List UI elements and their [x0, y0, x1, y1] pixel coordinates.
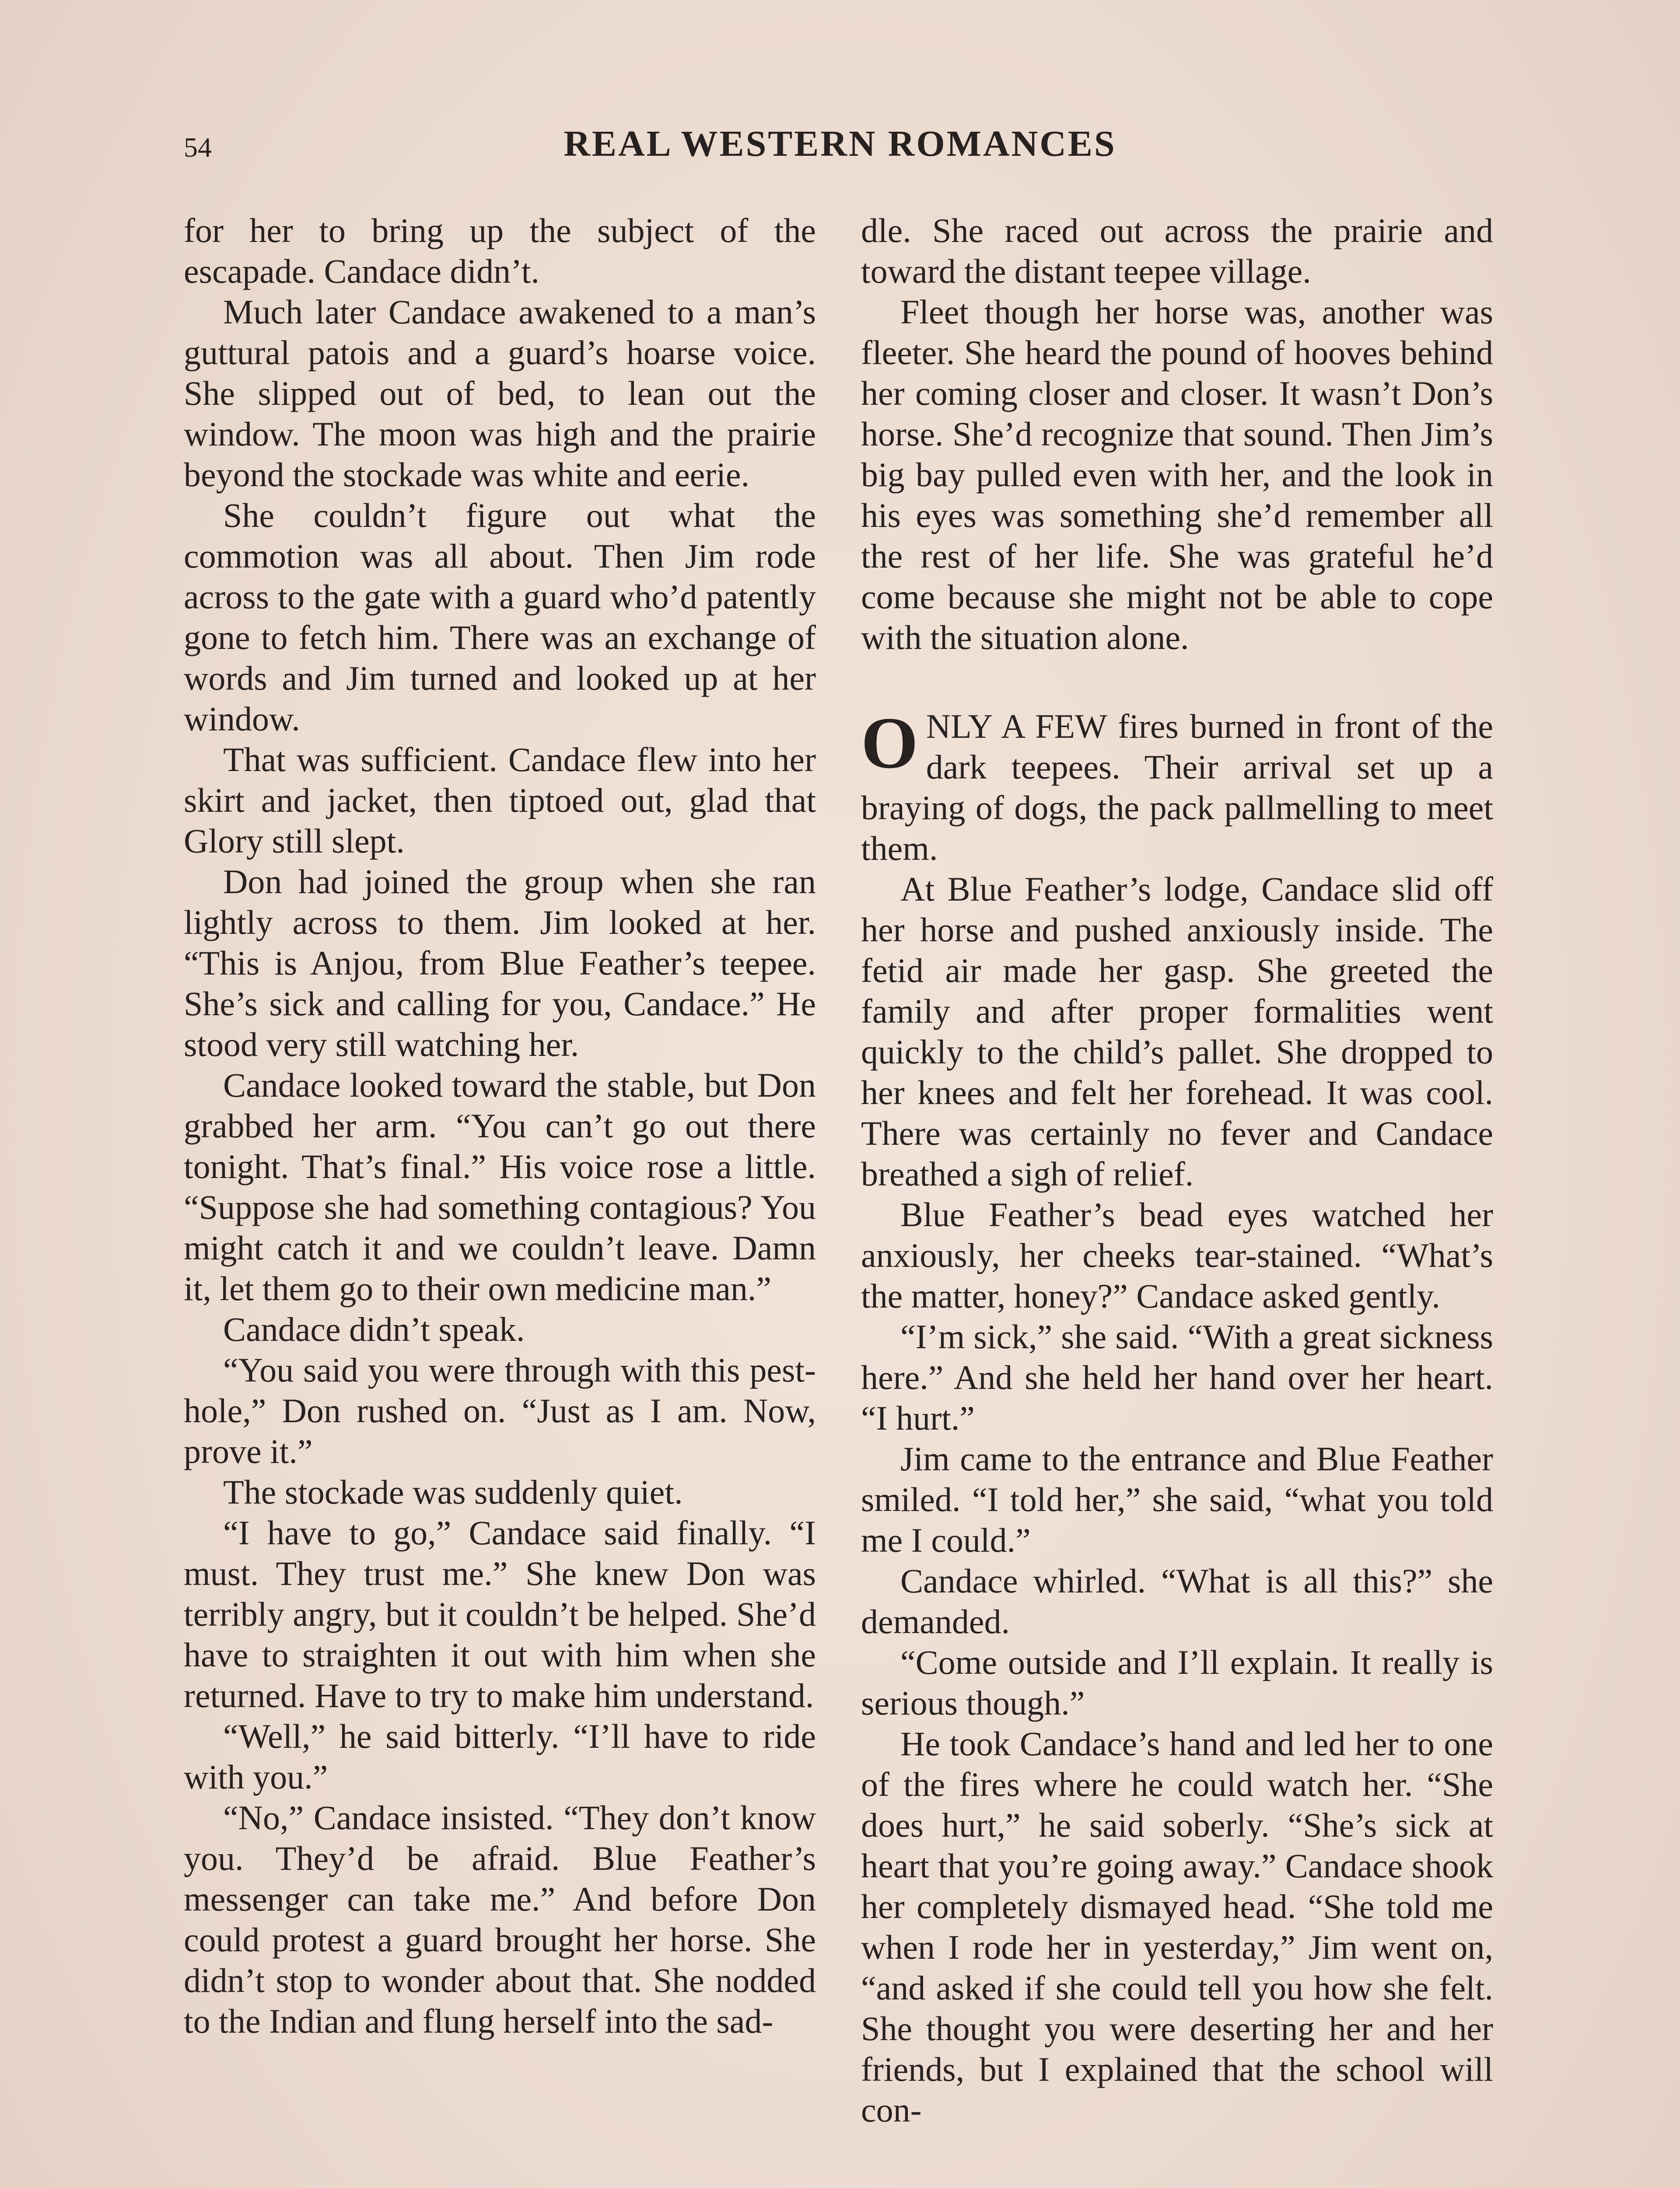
paragraph: Don had joined the group when she ran lightly across to them. Jim looked at her. “This is Anjou, from Blue Feather’s teepee. She’s sick and calling for you, Candace.” He stood very still watching her. [184, 863, 816, 1063]
paragraph: “You said you were through with this pest-hole,” Don rushed on. “Just as I am. Now, prove it.” [184, 1351, 816, 1470]
section-opening-paragraph [861, 702, 1493, 869]
paragraph: Blue Feather’s bead eyes watched her anxiously, her cheeks tear-stained. “What’s the matter, honey?” Candace asked gently. [861, 1196, 1493, 1315]
paragraph: The stockade was suddenly quiet. [223, 1473, 683, 1511]
paragraph: “No,” Candace insisted. “They don’t know you. They’d be afraid. Blue Feather’s messenger can take me.” And before Don could protest a guard brought her horse. She didn’t stop to wonder about that. She nodded to the Indian and flung herself into the sad- [184, 1799, 816, 2040]
paragraph: “Well,” he said bitterly. “I’ll have to ride with you.” [184, 1717, 816, 1796]
section-opening-text: NLY A FEW fires burned in front of the dark teepees. Their arrival set up a braying of dogs, the pack pallmelling to meet them. [861, 707, 1493, 867]
paragraph: Jim came to the entrance and Blue Feather smiled. “I told her,” she said, “what you told me I could.” [861, 1440, 1493, 1559]
page-number: 54 [184, 132, 212, 163]
drop-cap: O [861, 702, 918, 784]
paragraph: He took Candace’s hand and led her to one of the fires where he could watch her. “She does hurt,” he said soberly. “She’s sick at heart that you’re going away.” Candace shook her completely dismayed head. “She told me when I rode her in yesterday,” Jim went on, “and asked if she could tell you how she felt. She thought you were deserting her and her friends, but I explained that the school will con- [861, 1725, 1493, 2129]
paragraph: Candace didn’t speak. [223, 1310, 525, 1348]
right-column [861, 210, 1493, 2130]
paragraph: “Come outside and I’ll explain. It really is serious though.” [861, 1643, 1493, 1722]
paragraph: At Blue Feather’s lodge, Candace slid off her horse and pushed anxiously inside. The fetid air made her gasp. She greeted the family and after proper formalities went quickly to the child’s pallet. She dropped to her knees and felt her forehead. It was cool. There was certainly no fever and Candace breathed a sigh of relief. [861, 870, 1493, 1193]
section-break [861, 658, 1493, 706]
paragraph: Candace whirled. “What is all this?” she demanded. [861, 1562, 1493, 1641]
paragraph: That was sufficient. Candace flew into her skirt and jacket, then tiptoed out, glad that Glory still slept. [184, 740, 816, 860]
paragraph: Candace looked toward the stable, but Don grabbed her arm. “You can’t go out there tonight. That’s final.” His voice rose a little. “Suppose she had something contagious? You might catch it and we couldn’t leave. Damn it, let them go to their own medicine man.” [184, 1066, 816, 1308]
paragraph: She couldn’t figure out what the commotion was all about. Then Jim rode across to the gate with a guard who’d patently gone to fetch him. There was an exchange of words and Jim turned and looked up at her window. [184, 496, 816, 738]
left-column [184, 210, 816, 2041]
paragraph: “I have to go,” Candace said finally. “I must. They trust me.” She knew Don was terribly angry, but it couldn’t be helped. She’d have to straighten it out with him when she returned. Have to try to make him understand. [184, 1514, 816, 1715]
running-title: REAL WESTERN ROMANCES [564, 123, 1116, 164]
paragraph: Fleet though her horse was, another was fleeter. She heard the pound of hooves behind her coming closer and closer. It wasn’t Don’s horse. She’d recognize that sound. Then Jim’s big bay pulled even with her, and the look in his eyes was something she’d remember all the rest of her life. She was grateful he’d come because she might not be able to cope with the situation alone. [861, 293, 1493, 656]
page-header [184, 118, 1496, 179]
paragraph: “I’m sick,” she said. “With a great sickness here.” And she held her hand over her heart. “I hurt.” [861, 1318, 1493, 1437]
paragraph: for her to bring up the subject of the escapade. Candace didn’t. [184, 211, 816, 290]
paragraph: Much later Candace awakened to a man’s guttural patois and a guard’s hoarse voice. She slipped out of bed, to lean out the window. The moon was high and the prairie beyond the stockade was white and eerie. [184, 293, 816, 494]
paragraph: dle. She raced out across the prairie and toward the distant teepee village. [861, 211, 1493, 290]
